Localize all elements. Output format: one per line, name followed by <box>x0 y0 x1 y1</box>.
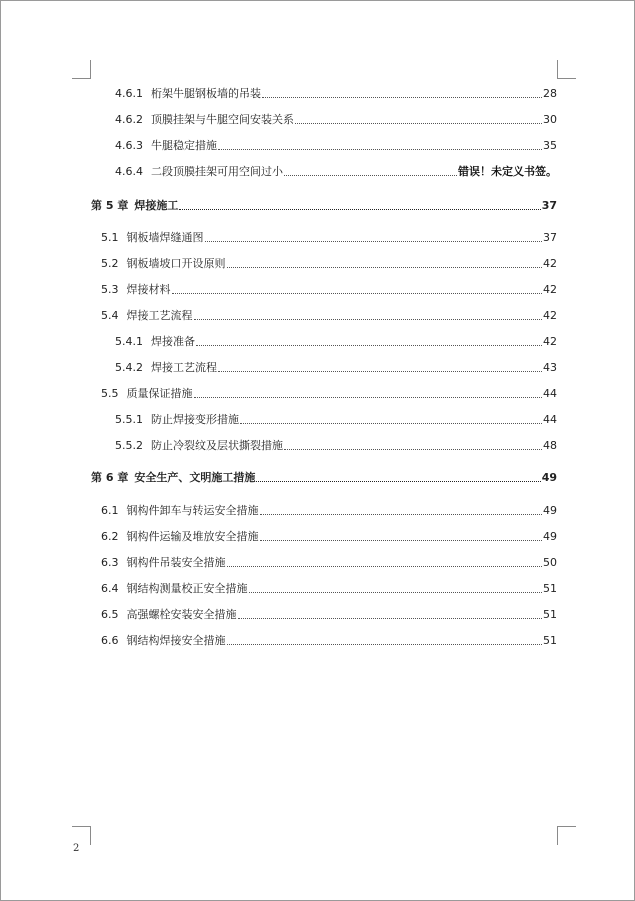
toc-entry[interactable] <box>115 411 557 427</box>
toc-title: 焊接工艺流程 <box>126 309 193 322</box>
toc-title: 顶膜挂架与牛腿空间安装关系 <box>151 113 294 126</box>
toc-page: 44 <box>543 413 557 426</box>
toc-title: 二段顶膜挂架可用空间过小 <box>151 165 283 178</box>
toc-title: 钢板墙坡口开设原则 <box>126 257 226 270</box>
toc-page-error: 错误！未定义书签。 <box>458 165 557 178</box>
toc-leader <box>196 345 542 346</box>
toc-entry[interactable] <box>101 281 557 297</box>
toc-number: 6.4 <box>101 582 119 595</box>
toc-page: 42 <box>543 257 557 270</box>
toc-entry[interactable] <box>115 137 557 153</box>
toc-entry[interactable] <box>101 385 557 401</box>
toc-title: 质量保证措施 <box>126 387 193 400</box>
toc-leader <box>227 644 543 645</box>
toc-title: 高强螺栓安装安全措施 <box>126 608 237 621</box>
toc-entry[interactable] <box>101 632 557 648</box>
toc-number: 第 5 章 <box>91 199 129 212</box>
toc-number: 5.2 <box>101 257 119 270</box>
toc-leader <box>284 449 542 450</box>
toc-title: 牛腿稳定措施 <box>151 139 217 152</box>
toc-entry[interactable] <box>101 580 557 596</box>
toc-number: 6.1 <box>101 504 119 517</box>
toc-number: 5.5.2 <box>115 439 143 452</box>
toc-page: 28 <box>543 87 557 100</box>
toc-title: 桁架牛腿钢板墙的吊装 <box>151 87 261 100</box>
toc-number: 6.3 <box>101 556 119 569</box>
toc-entry[interactable] <box>115 437 557 453</box>
toc-entry[interactable] <box>115 85 557 101</box>
toc-entry[interactable] <box>101 255 557 271</box>
toc-entry[interactable] <box>101 606 557 622</box>
toc-leader <box>256 481 540 482</box>
toc-entry[interactable] <box>101 502 557 518</box>
toc-leader <box>227 267 543 268</box>
toc-page: 50 <box>543 556 557 569</box>
toc-title: 钢构件吊装安全措施 <box>126 556 226 569</box>
toc-page: 42 <box>543 335 557 348</box>
toc-entry[interactable] <box>101 554 557 570</box>
toc-leader <box>260 514 543 515</box>
toc-title: 焊接施工 <box>134 199 179 212</box>
toc-number: 5.4.2 <box>115 361 143 374</box>
toc-leader <box>284 175 457 176</box>
toc-title: 安全生产、文明施工措施 <box>134 471 256 484</box>
toc-page: 51 <box>543 608 557 621</box>
toc-number: 5.1 <box>101 231 119 244</box>
toc-number: 4.6.1 <box>115 87 143 100</box>
toc-page: 42 <box>543 309 557 322</box>
toc-number: 5.4.1 <box>115 335 143 348</box>
crop-mark-top-left <box>72 60 91 79</box>
toc-entry[interactable] <box>115 333 557 349</box>
toc-number: 6.5 <box>101 608 119 621</box>
toc-leader <box>218 371 542 372</box>
toc-number: 5.5.1 <box>115 413 143 426</box>
toc-title: 钢结构焊接安全措施 <box>126 634 226 647</box>
toc-title: 钢结构测量校正安全措施 <box>126 582 248 595</box>
toc-leader <box>227 566 543 567</box>
toc-entry[interactable] <box>101 307 557 323</box>
toc-page: 49 <box>543 530 557 543</box>
toc-page: 42 <box>543 283 557 296</box>
toc-number: 4.6.4 <box>115 165 143 178</box>
toc-leader <box>194 397 543 398</box>
toc-leader <box>262 97 542 98</box>
toc-page: 44 <box>543 387 557 400</box>
toc-page: 48 <box>543 439 557 452</box>
toc-page: 49 <box>543 504 557 517</box>
toc-leader <box>194 319 543 320</box>
toc-title: 焊接工艺流程 <box>151 361 217 374</box>
toc-entry[interactable] <box>115 163 557 179</box>
toc-page: 35 <box>543 139 557 152</box>
toc-chapter-entry[interactable] <box>91 197 557 213</box>
toc-title: 焊接准备 <box>151 335 195 348</box>
toc-number: 4.6.2 <box>115 113 143 126</box>
toc-chapter-entry[interactable] <box>91 469 557 485</box>
toc-leader <box>218 149 542 150</box>
toc-title: 钢构件卸车与转运安全措施 <box>126 504 259 517</box>
toc-entry[interactable] <box>115 359 557 375</box>
toc-page: 51 <box>543 582 557 595</box>
toc-number: 5.4 <box>101 309 119 322</box>
toc-page: 37 <box>543 231 557 244</box>
toc-page: 30 <box>543 113 557 126</box>
toc-leader <box>179 209 540 210</box>
toc-leader <box>238 618 543 619</box>
toc-title: 防止焊接变形措施 <box>151 413 239 426</box>
toc-page: 49 <box>541 471 557 484</box>
toc-title: 焊接材料 <box>126 283 171 296</box>
toc-entry[interactable] <box>101 528 557 544</box>
toc-number: 4.6.3 <box>115 139 143 152</box>
toc-page: 43 <box>543 361 557 374</box>
toc-page: 37 <box>541 199 557 212</box>
toc-leader <box>249 592 543 593</box>
toc-title: 防止冷裂纹及层状撕裂措施 <box>151 439 283 452</box>
toc-leader <box>240 423 542 424</box>
toc-number: 5.5 <box>101 387 119 400</box>
toc-number: 第 6 章 <box>91 471 129 484</box>
toc-leader <box>260 540 543 541</box>
toc-entry[interactable] <box>115 111 557 127</box>
toc-number: 5.3 <box>101 283 119 296</box>
crop-mark-top-right <box>557 60 576 79</box>
toc-leader <box>205 241 543 242</box>
toc-page: 51 <box>543 634 557 647</box>
toc-title: 钢构件运输及堆放安全措施 <box>126 530 259 543</box>
toc-number: 6.6 <box>101 634 119 647</box>
toc-entry[interactable] <box>101 229 557 245</box>
toc-title: 钢板墙焊缝通图 <box>126 231 204 244</box>
toc-number: 6.2 <box>101 530 119 543</box>
toc-leader <box>172 293 543 294</box>
toc-leader <box>295 123 542 124</box>
footer-page-number: 2 <box>73 843 80 854</box>
crop-mark-bottom-right <box>557 826 576 845</box>
